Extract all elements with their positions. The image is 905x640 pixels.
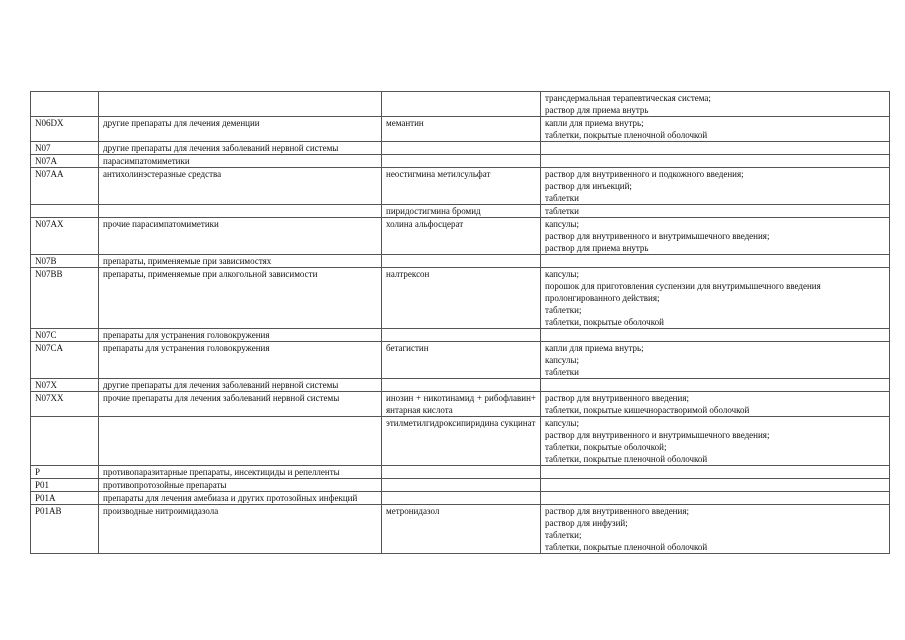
drug-name-cell: налтрексон bbox=[382, 268, 541, 329]
atc-code-cell: N07B bbox=[31, 255, 99, 268]
anatomical-therapeutic-group-cell: прочие парасимпатомиметики bbox=[99, 218, 382, 255]
drug-name-cell bbox=[382, 479, 541, 492]
atc-code-cell: N07BB bbox=[31, 268, 99, 329]
anatomical-therapeutic-group-cell: препараты для лечения амебиаза и других протозойных инфекций bbox=[99, 492, 382, 505]
dosage-form-cell: трансдермальная терапевтическая система; раствор для приема внутрь bbox=[541, 92, 890, 117]
table-row bbox=[31, 492, 890, 505]
drug-name-cell bbox=[382, 329, 541, 342]
anatomical-therapeutic-group-cell bbox=[99, 417, 382, 466]
atc-code-cell: P01 bbox=[31, 479, 99, 492]
drug-name-cell: метронидазол bbox=[382, 505, 541, 554]
dosage-form-cell bbox=[541, 255, 890, 268]
dosage-form-cell bbox=[541, 142, 890, 155]
drug-name-cell bbox=[382, 92, 541, 117]
dosage-form-cell: раствор для внутривенного введения; таблетки, покрытые кишечнорастворимой оболочкой bbox=[541, 392, 890, 417]
atc-code-cell: P01A bbox=[31, 492, 99, 505]
drug-name-cell bbox=[382, 379, 541, 392]
dosage-form-cell: капсулы; порошок для приготовления суспензии для внутримышечного введения пролонгированного действия; таблетки; таблетки, покрытые оболочкой bbox=[541, 268, 890, 329]
drug-name-cell bbox=[382, 255, 541, 268]
dosage-form-cell bbox=[541, 492, 890, 505]
drug-name-cell: этилметилгидроксипиридина сукцинат bbox=[382, 417, 541, 466]
atc-code-cell: P bbox=[31, 466, 99, 479]
drug-name-cell: пиридостигмина бромид bbox=[382, 205, 541, 218]
table-row bbox=[31, 255, 890, 268]
table-row bbox=[31, 155, 890, 168]
anatomical-therapeutic-group-cell: другие препараты для лечения деменции bbox=[99, 117, 382, 142]
atc-code-cell: P01AB bbox=[31, 505, 99, 554]
table-body bbox=[31, 92, 890, 554]
drug-name-cell: холина альфосцерат bbox=[382, 218, 541, 255]
drug-name-cell bbox=[382, 466, 541, 479]
atc-code-cell bbox=[31, 205, 99, 218]
table-row bbox=[31, 417, 890, 466]
atc-code-cell: N07A bbox=[31, 155, 99, 168]
dosage-form-cell: капсулы; раствор для внутривенного и внутримышечного введения; таблетки, покрытые оболочкой; таблетки, покрытые пленочной оболочкой bbox=[541, 417, 890, 466]
atc-code-cell: N07X bbox=[31, 379, 99, 392]
atc-code-cell: N07AA bbox=[31, 168, 99, 205]
anatomical-therapeutic-group-cell: прочие препараты для лечения заболеваний нервной системы bbox=[99, 392, 382, 417]
dosage-form-cell: раствор для внутривенного введения; раствор для инфузий; таблетки; таблетки, покрытые пленочной оболочкой bbox=[541, 505, 890, 554]
atc-code-cell bbox=[31, 92, 99, 117]
atc-code-cell: N06DX bbox=[31, 117, 99, 142]
table-row bbox=[31, 142, 890, 155]
table-row bbox=[31, 268, 890, 329]
drug-name-cell bbox=[382, 155, 541, 168]
dosage-form-cell bbox=[541, 329, 890, 342]
table-row bbox=[31, 466, 890, 479]
anatomical-therapeutic-group-cell: противопаразитарные препараты, инсектициды и репелленты bbox=[99, 466, 382, 479]
anatomical-therapeutic-group-cell: парасимпатомиметики bbox=[99, 155, 382, 168]
anatomical-therapeutic-group-cell bbox=[99, 205, 382, 218]
anatomical-therapeutic-group-cell: антихолинэстеразные средства bbox=[99, 168, 382, 205]
drug-name-cell bbox=[382, 142, 541, 155]
anatomical-therapeutic-group-cell: производные нитроимидазола bbox=[99, 505, 382, 554]
dosage-form-cell: капли для приема внутрь; капсулы; таблетки bbox=[541, 342, 890, 379]
anatomical-therapeutic-group-cell: препараты, применяемые при зависимостях bbox=[99, 255, 382, 268]
anatomical-therapeutic-group-cell: препараты для устранения головокружения bbox=[99, 329, 382, 342]
table-row bbox=[31, 218, 890, 255]
dosage-form-cell bbox=[541, 155, 890, 168]
dosage-form-cell: капли для приема внутрь; таблетки, покрытые пленочной оболочкой bbox=[541, 117, 890, 142]
drug-name-cell: инозин + никотинамид + рибофлавин+ янтарная кислота bbox=[382, 392, 541, 417]
dosage-form-cell bbox=[541, 466, 890, 479]
table-row bbox=[31, 329, 890, 342]
atc-code-cell: N07XX bbox=[31, 392, 99, 417]
drug-classification-table bbox=[30, 91, 890, 554]
dosage-form-cell: раствор для внутривенного и подкожного введения; раствор для инъекций; таблетки bbox=[541, 168, 890, 205]
atc-code-cell: N07C bbox=[31, 329, 99, 342]
dosage-form-cell bbox=[541, 479, 890, 492]
drug-name-cell: бетагистин bbox=[382, 342, 541, 379]
table-row bbox=[31, 342, 890, 379]
table-row bbox=[31, 392, 890, 417]
dosage-form-cell bbox=[541, 379, 890, 392]
drug-name-cell: неостигмина метилсульфат bbox=[382, 168, 541, 205]
anatomical-therapeutic-group-cell bbox=[99, 92, 382, 117]
atc-code-cell: N07AX bbox=[31, 218, 99, 255]
atc-code-cell bbox=[31, 417, 99, 466]
dosage-form-cell: таблетки bbox=[541, 205, 890, 218]
drug-name-cell: мемантин bbox=[382, 117, 541, 142]
drug-name-cell bbox=[382, 492, 541, 505]
dosage-form-cell: капсулы; раствор для внутривенного и внутримышечного введения; раствор для приема внутрь bbox=[541, 218, 890, 255]
table-row bbox=[31, 505, 890, 554]
anatomical-therapeutic-group-cell: другие препараты для лечения заболеваний нервной системы bbox=[99, 142, 382, 155]
table-row bbox=[31, 379, 890, 392]
atc-code-cell: N07 bbox=[31, 142, 99, 155]
anatomical-therapeutic-group-cell: препараты, применяемые при алкогольной зависимости bbox=[99, 268, 382, 329]
table-row bbox=[31, 479, 890, 492]
anatomical-therapeutic-group-cell: другие препараты для лечения заболеваний нервной системы bbox=[99, 379, 382, 392]
anatomical-therapeutic-group-cell: препараты для устранения головокружения bbox=[99, 342, 382, 379]
table-row bbox=[31, 92, 890, 117]
table-row bbox=[31, 168, 890, 205]
atc-code-cell: N07CA bbox=[31, 342, 99, 379]
table-row bbox=[31, 205, 890, 218]
table-row bbox=[31, 117, 890, 142]
anatomical-therapeutic-group-cell: противопротозойные препараты bbox=[99, 479, 382, 492]
